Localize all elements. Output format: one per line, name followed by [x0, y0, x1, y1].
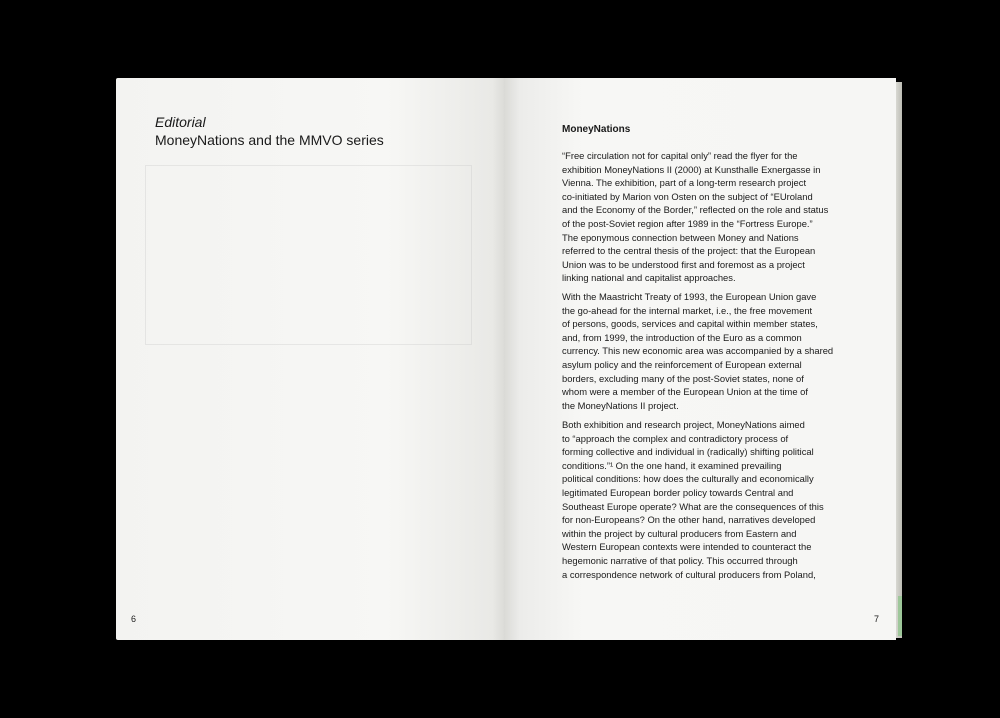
paragraph-1 — [562, 149, 852, 285]
paragraph-3 — [562, 418, 852, 581]
left-page — [116, 78, 504, 640]
text-line: for non-Europeans? On the other hand, narratives developed — [562, 514, 816, 526]
text-line: to “approach the complex and contradictory process of — [562, 432, 789, 444]
show-through-box — [145, 165, 472, 345]
text-line: “Free circulation not for capital only” read the flyer for the — [562, 150, 798, 161]
text-line: of persons, goods, services and capital within member states, — [562, 318, 818, 330]
paragraph-2 — [562, 290, 852, 412]
page-edge — [896, 82, 902, 638]
section-heading: MoneyNations — [562, 124, 631, 135]
text-line: Both exhibition and research project, MoneyNations aimed — [562, 419, 805, 430]
text-line: and, from 1999, the introduction of the Euro as a common — [562, 331, 802, 343]
page-edge-marker — [898, 596, 902, 636]
text-line: The eponymous connection between Money and Nations — [562, 231, 799, 243]
text-line: linking national and capitalist approaches. — [562, 272, 736, 284]
page-number-left: 6 — [131, 614, 137, 624]
text-line: conditions.”¹ On the one hand, it examined prevailing — [562, 459, 782, 471]
text-line: within the project by cultural producers from Eastern and — [562, 527, 797, 539]
section-kicker: Editorial — [155, 114, 206, 130]
text-line: Union was to be understood first and foremost as a project — [562, 258, 805, 270]
page-number-right: 7 — [874, 614, 880, 624]
text-line: forming collective and individual in (radically) shifting political — [562, 446, 814, 458]
text-line: and the Economy of the Border,” reflected on the role and status — [562, 204, 829, 216]
text-line: Western European contexts were intended to counteract the — [562, 541, 812, 553]
text-line: hegemonic narrative of that policy. This occurred through — [562, 554, 798, 566]
page-title: MoneyNations and the MMVO series — [155, 132, 384, 148]
text-line: of the post-Soviet region after 1989 in the “Fortress Europe.” — [562, 217, 813, 229]
text-line: the MoneyNations II project. — [562, 399, 679, 411]
text-line: political conditions: how does the culturally and economically — [562, 473, 814, 485]
text-line: co-initiated by Marion von Osten on the subject of “EUroland — [562, 190, 813, 202]
text-line: borders, excluding many of the post-Soviet states, none of — [562, 372, 804, 384]
text-line: currency. This new economic area was accompanied by a shared — [562, 345, 834, 357]
text-line: With the Maastricht Treaty of 1993, the European Union gave — [562, 291, 817, 302]
text-line: asylum policy and the reinforcement of European external — [562, 358, 802, 370]
text-line: the go-ahead for the internal market, i.e., the free movement — [562, 304, 813, 316]
text-line: legitimated European border policy towards Central and — [562, 486, 794, 498]
text-line: referred to the central thesis of the project: that the European — [562, 245, 816, 257]
text-line: Southeast Europe operate? What are the consequences of this — [562, 500, 824, 512]
text-line: exhibition MoneyNations II (2000) at Kunsthalle Exnergasse in — [562, 163, 821, 175]
text-line: a correspondence network of cultural producers from Poland, — [562, 568, 816, 580]
text-line: Vienna. The exhibition, part of a long-term research project — [562, 177, 807, 189]
text-line: whom were a member of the European Union at the time of — [562, 386, 808, 398]
